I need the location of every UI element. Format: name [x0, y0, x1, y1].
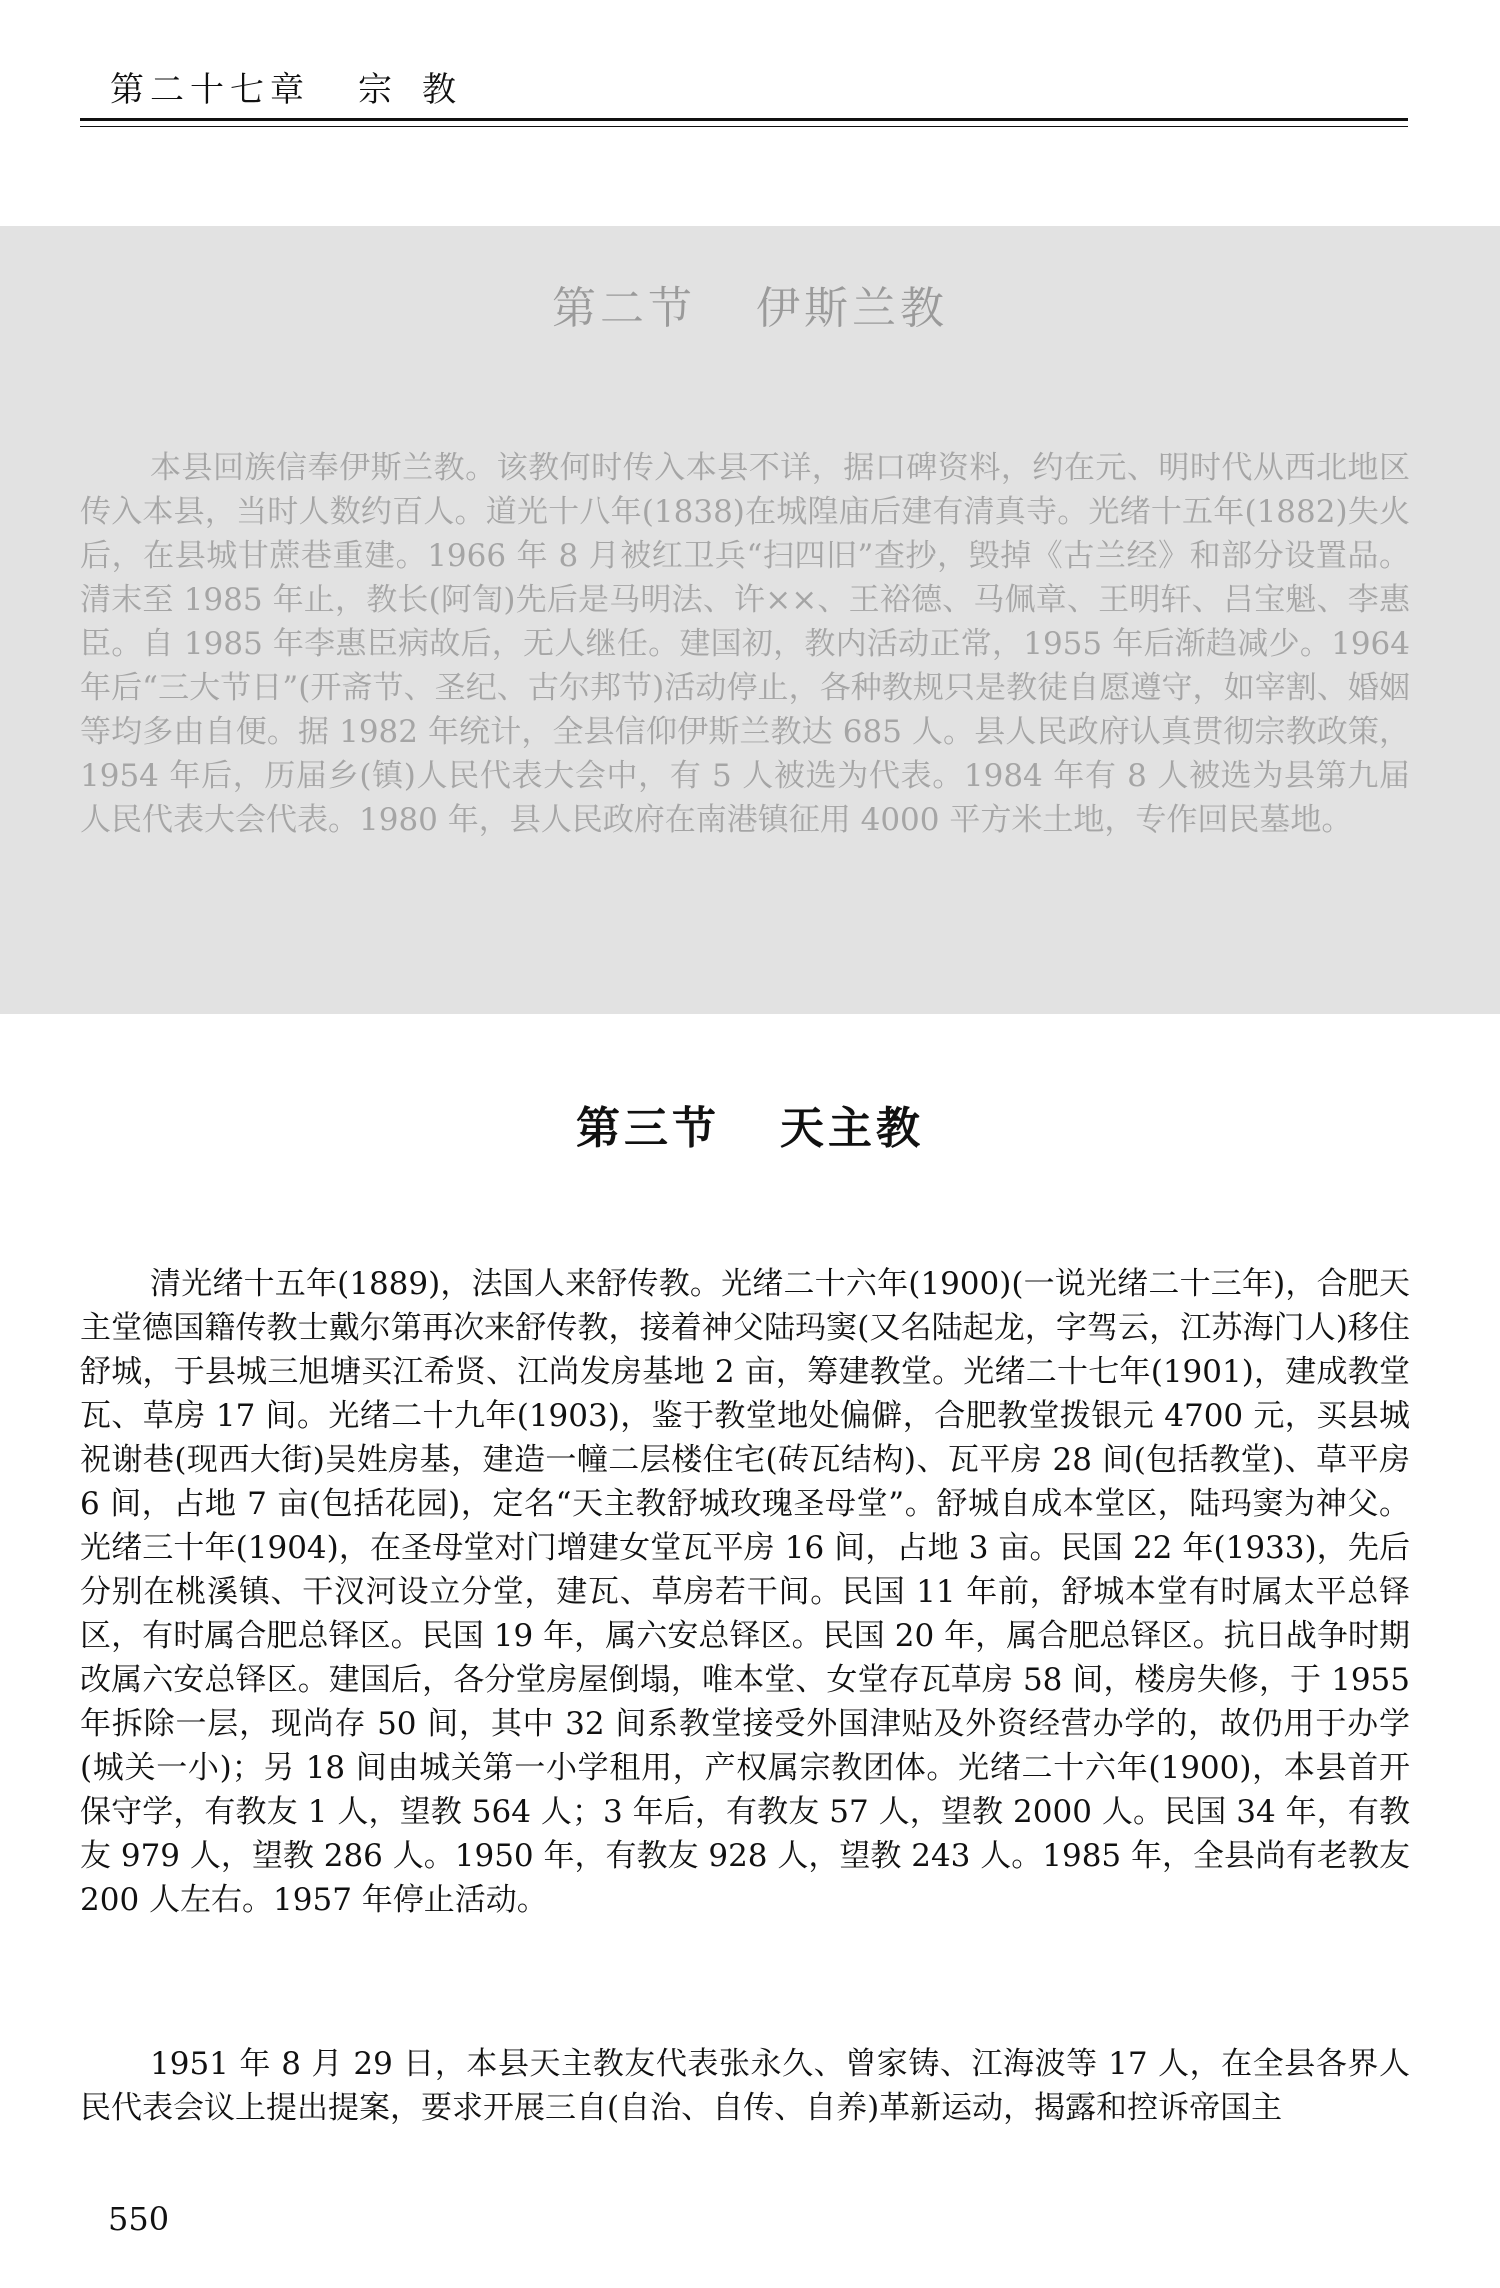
section-name: 天主教 — [780, 1103, 924, 1154]
section-title-islam — [0, 272, 1500, 336]
header-rule-thin — [80, 126, 1408, 127]
catholicism-paragraph-2: 1951 年 8 月 29 日，本县天主教友代表张永久、曾家铸、江海波等 17 人，在全县各界人民代表会议上提出提案，要求开展三自(自治、自传、自养)革新运动，揭露和控诉帝国主 — [80, 2046, 1410, 2126]
running-head — [110, 62, 486, 111]
chapter-label: 第二十七章 — [110, 70, 310, 110]
section-number: 第三节 — [576, 1103, 720, 1154]
header-rule-thick — [80, 118, 1408, 121]
catholicism-paragraph-1: 清光绪十五年(1889)，法国人来舒传教。光绪二十六年(1900)(一说光绪二十三年)，合肥天主堂德国籍传教士戴尔第再次来舒传教，接着神父陆玛窦(又名陆起龙，字驾云，江苏海门人)移住舒城，于县城三旭塘买江希贤、江尚发房基地 2 亩，筹建教堂。光绪二十七年(1901)，建成教堂瓦、草房 17 间。光绪二十九年(1903)，鉴于教堂地处偏僻，合肥教堂拨银元 4700 元，买县城祝谢巷(现西大街)吴姓房基，建造一幢二层楼住宅(砖瓦结构)、瓦平房 28 间(包括教堂)、草平房 6 间，占地 7 亩(包括花园)，定名“天主教舒城玫瑰圣母堂”。舒城自成本堂区，陆玛窦为神父。光绪三十年(1904)，在圣母堂对门增建女堂瓦平房 16 间，占地 3 亩。民国 22 年(1933)，先后分别在桃溪镇、干汊河设立分堂，建瓦、草房若干间。民国 11 年前，舒城本堂有时属太平总铎区，有时属合肥总铎区。民国 19 年，属六安总铎区。民国 20 年，属合肥总铎区。抗日战争时期改属六安总铎区。建国后，各分堂房屋倒塌，唯本堂、女堂存瓦草房 58 间，楼房失修，于 1955 年拆除一层，现尚存 50 间，其中 32 间系教堂接受外国津贴及外资经营办学的，故仍用于办学(城关一小)；另 18 间由城关第一小学租用，产权属宗教团体。光绪二十六年(1900)，本县首开保守学，有教友 1 人，望教 564 人；3 年后，有教友 57 人，望教 2000 人。民国 34 年，有教友 979 人，望教 286 人。1950 年，有教友 928 人，望教 243 人。1985 年，全县尚有老教友 200 人左右。1957 年停止活动。 — [80, 1266, 1410, 1918]
section-number: 第二节 — [552, 283, 696, 334]
chapter-topic: 宗教 — [358, 70, 486, 110]
section-title-catholicism — [0, 1092, 1500, 1156]
page-number: 550 — [108, 2200, 170, 2238]
islam-paragraph: 本县回族信奉伊斯兰教。该教何时传入本县不详，据口碑资料，约在元、明时代从西北地区传入本县，当时人数约百人。道光十八年(1838)在城隍庙后建有清真寺。光绪十五年(1882)失火后，在县城甘蔗巷重建。1966 年 8 月被红卫兵“扫四旧”查抄，毁掉《古兰经》和部分设置品。清末至 1985 年止，教长(阿訇)先后是马明法、许××、王裕德、马佩章、王明轩、吕宝魁、李惠臣。自 1985 年李惠臣病故后，无人继任。建国初，教内活动正常，1955 年后渐趋减少。1964 年后“三大节日”(开斋节、圣纪、古尔邦节)活动停止，各种教规只是教徒自愿遵守，如宰割、婚姻等均多由自便。据 1982 年统计，全县信仰伊斯兰教达 685 人。县人民政府认真贯彻宗教政策，1954 年后，历届乡(镇)人民代表大会中，有 5 人被选为代表。1984 年有 8 人被选为县第九届人民代表大会代表。1980 年，县人民政府在南港镇征用 4000 平方米土地，专作回民墓地。 — [80, 450, 1410, 838]
section-name: 伊斯兰教 — [756, 283, 948, 334]
